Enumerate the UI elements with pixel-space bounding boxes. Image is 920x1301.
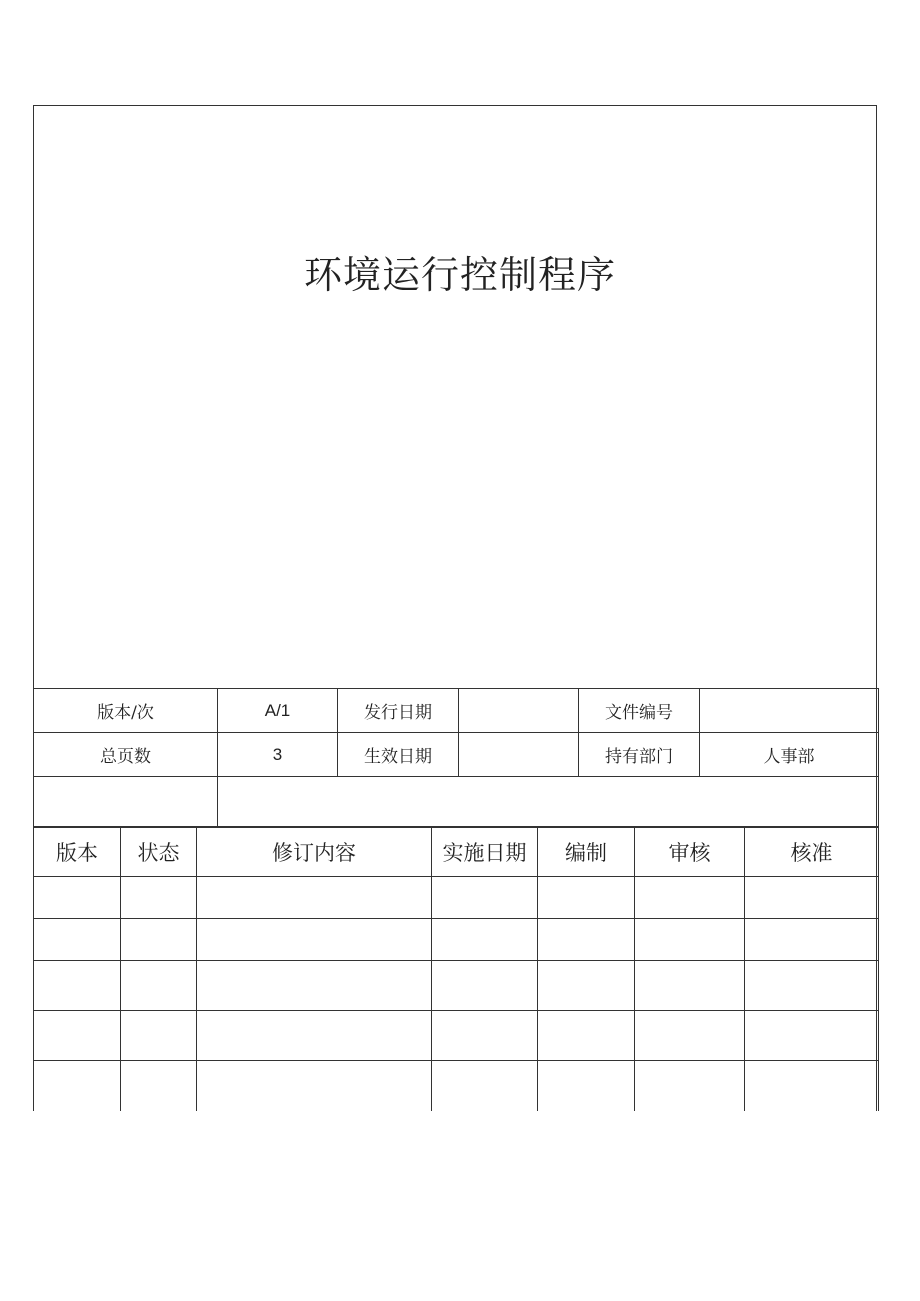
table-cell	[197, 1011, 432, 1061]
table-cell	[34, 919, 121, 961]
total-pages-value: 3	[218, 733, 338, 777]
table-cell	[538, 919, 635, 961]
table-cell	[121, 1011, 197, 1061]
table-cell	[197, 919, 432, 961]
table-row	[34, 1011, 879, 1061]
info-row-blank	[34, 777, 879, 827]
table-row	[34, 961, 879, 1011]
table-cell	[432, 919, 538, 961]
issue-date-value	[459, 689, 579, 733]
header-approved-by: 核准	[745, 828, 879, 877]
header-status: 状态	[121, 828, 197, 877]
table-cell	[197, 1061, 432, 1112]
table-cell	[745, 961, 879, 1011]
total-pages-label: 总页数	[34, 733, 218, 777]
table-cell	[635, 919, 745, 961]
header-prepared-by: 编制	[538, 828, 635, 877]
table-cell	[635, 1061, 745, 1112]
table-cell	[34, 961, 121, 1011]
table-cell	[538, 1061, 635, 1112]
table-cell	[538, 1011, 635, 1061]
table-cell	[197, 961, 432, 1011]
header-implementation-date: 实施日期	[432, 828, 538, 877]
table-row	[34, 877, 879, 919]
table-cell	[538, 961, 635, 1011]
doc-number-label: 文件编号	[579, 689, 700, 733]
table-cell	[745, 877, 879, 919]
table-cell	[635, 961, 745, 1011]
blank-cell-left	[34, 777, 218, 827]
revision-header-row	[34, 828, 879, 877]
table-cell	[121, 919, 197, 961]
table-cell	[745, 919, 879, 961]
header-version: 版本	[34, 828, 121, 877]
blank-cell-right	[218, 777, 879, 827]
holder-dept-label: 持有部门	[579, 733, 700, 777]
table-cell	[34, 1011, 121, 1061]
header-revision-content: 修订内容	[197, 828, 432, 877]
table-cell	[121, 877, 197, 919]
document-title: 环境运行控制程序	[303, 253, 616, 297]
doc-number-value	[700, 689, 879, 733]
table-cell	[432, 1011, 538, 1061]
issue-date-label: 发行日期	[338, 689, 459, 733]
table-cell	[121, 1061, 197, 1112]
table-cell	[34, 1061, 121, 1112]
table-cell	[635, 877, 745, 919]
effective-date-value	[459, 733, 579, 777]
version-label: 版本/次	[34, 689, 218, 733]
effective-date-label: 生效日期	[338, 733, 459, 777]
info-row-version	[34, 689, 879, 733]
version-value: A/1	[218, 689, 338, 733]
holder-dept-value: 人事部	[700, 733, 879, 777]
info-row-pages	[34, 733, 879, 777]
revision-history-table	[33, 827, 879, 1111]
table-cell	[34, 877, 121, 919]
table-cell	[432, 961, 538, 1011]
table-cell	[197, 877, 432, 919]
table-cell	[432, 1061, 538, 1112]
header-reviewed-by: 审核	[635, 828, 745, 877]
document-info-table	[33, 688, 879, 827]
table-row	[34, 919, 879, 961]
table-cell	[121, 961, 197, 1011]
table-cell	[432, 877, 538, 919]
table-cell	[745, 1011, 879, 1061]
table-cell	[538, 877, 635, 919]
table-cell	[635, 1011, 745, 1061]
table-cell	[745, 1061, 879, 1112]
table-row	[34, 1061, 879, 1112]
